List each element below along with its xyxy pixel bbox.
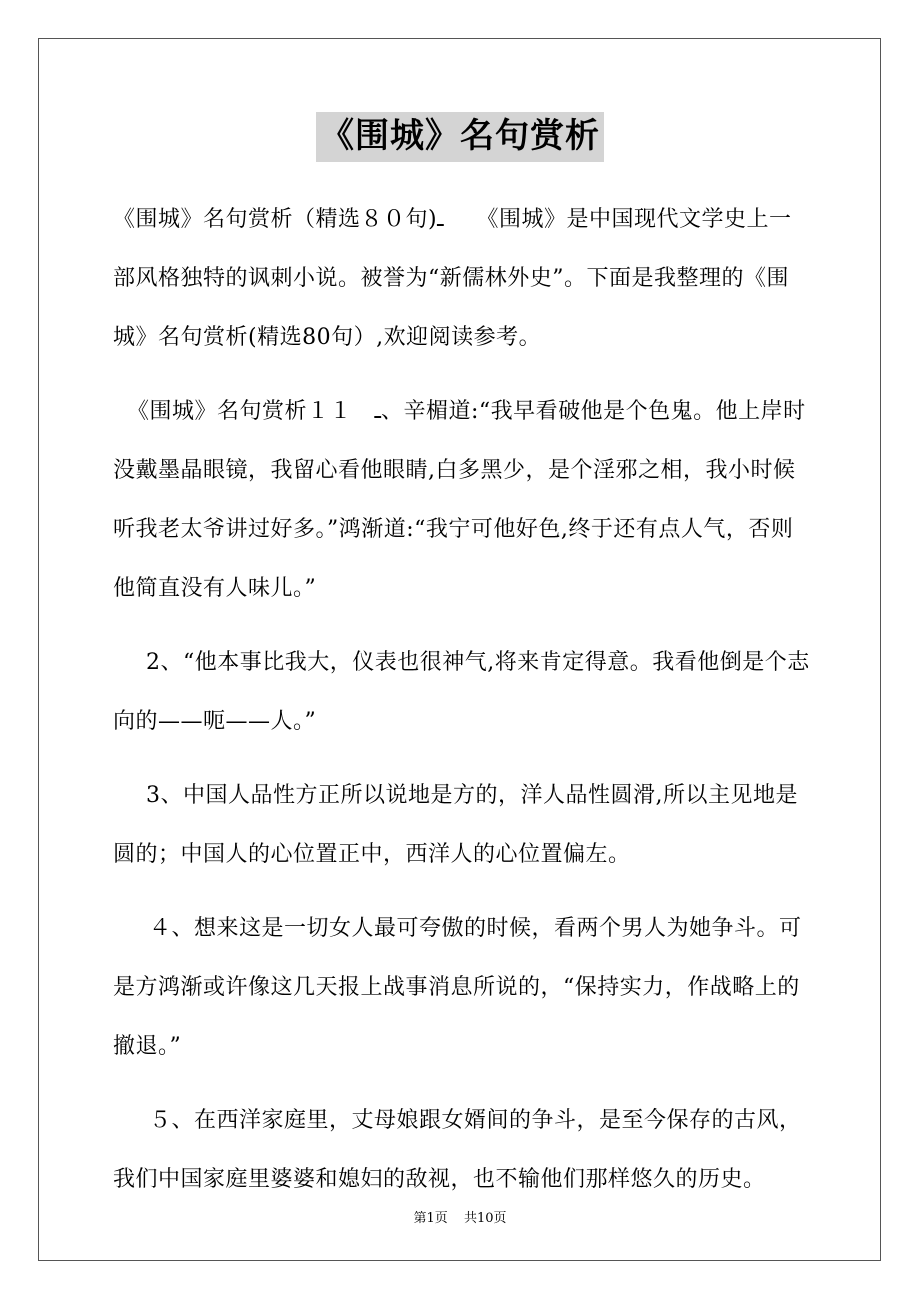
paragraph-intro: 《围城》名句赏析（精选８０句)ـ 《围城》是中国现代文学史上一部风格独特的讽刺小说。被誉为“新儒林外史”。下面是我整理的《围城》名句赏析(精选80句）,欢迎阅读参考。 — [113, 207, 792, 350]
paragraph-quote-3: 3、中国人品性方正所以说地是方的，洋人品性圆滑,所以主见地是圆的；中国人的心位置正中，西洋人的心位置偏左。 — [113, 783, 798, 867]
document-title: 《围城》名句赏析 — [316, 112, 604, 162]
title-container — [0, 112, 920, 162]
paragraph-quote-1: 《围城》名句赏析１１ ـ、辛楣道:“我早看破他是个色鬼。他上岸时没戴墨晶眼镜，我留心看他眼睛,白多黑少，是个淫邪之相，我小时候听我老太爷讲过好多。”鸿渐道:“我宁可他好色,终于还有点人气，否则他简直没有人味儿。” — [113, 399, 806, 601]
paragraph-quote-5: ５、在西洋家庭里，丈母娘跟女婿间的争斗，是至今保存的古风，我们中国家庭里婆婆和媳妇的敌视，也不输他们那样悠久的历史。 — [113, 1108, 802, 1192]
page-number: 第1页 — [413, 1211, 448, 1226]
page-total: 共10页 — [463, 1211, 507, 1226]
paragraph-quote-2: 2、“他本事比我大，仪表也很神气,将来肯定得意。我看他倒是个志向的——呃——人。” — [113, 650, 810, 734]
document-body — [113, 190, 813, 1209]
page-footer — [0, 1207, 920, 1226]
paragraph-quote-4: ４、想来这是一切女人最可夸傲的时候，看两个男人为她争斗。可是方鸿渐或许像这几天报上战事消息所说的，“保持实力，作战略上的撤退。” — [113, 916, 802, 1059]
